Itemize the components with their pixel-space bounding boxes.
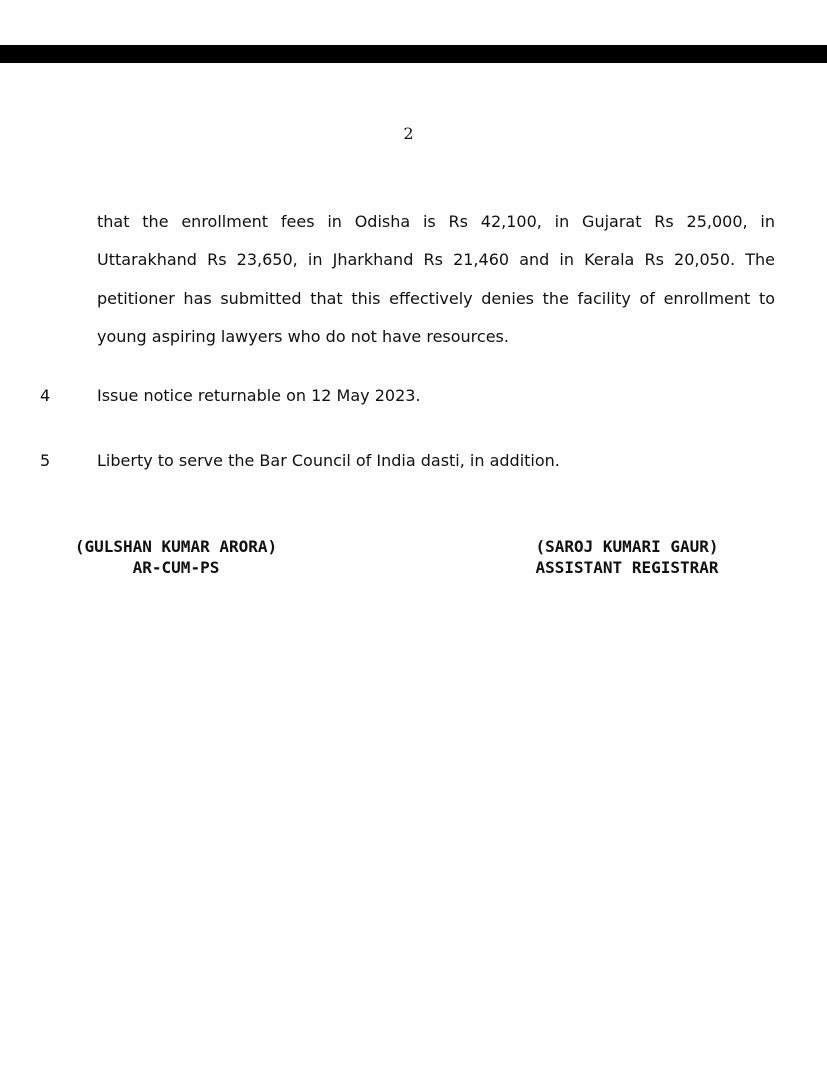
paragraph-line: that the enrollment fees in Odisha is Rs 42,100, in Gujarat Rs 25,000, in (97, 212, 775, 231)
paragraph-number: 5 (40, 451, 51, 470)
top-black-bar (0, 45, 827, 63)
paragraph-continuation (97, 203, 775, 356)
paragraph-text: Issue notice returnable on 12 May 2023. (97, 386, 421, 405)
signature-block-left (60, 536, 292, 578)
paragraph-number: 4 (40, 386, 51, 405)
signature-block-right (520, 536, 734, 578)
signatory-designation: ASSISTANT REGISTRAR (535, 558, 719, 577)
signatory-name: (GULSHAN KUMAR ARORA) (74, 537, 278, 556)
signatory-designation: AR-CUM-PS (132, 558, 220, 577)
paragraph-line: petitioner has submitted that this effectively denies the facility of enrollment to (97, 288, 775, 308)
paragraph-text: Liberty to serve the Bar Council of India dasti, in addition. (97, 451, 560, 470)
paragraph-line: young aspiring lawyers who do not have resources. (97, 326, 509, 346)
page-number: 2 (403, 124, 414, 143)
paragraph-line: Uttarakhand Rs 23,650, in Jharkhand Rs 21,460 and in Kerala Rs 20,050. The (97, 250, 775, 270)
signatory-name: (SAROJ KUMARI GAUR) (535, 537, 719, 556)
